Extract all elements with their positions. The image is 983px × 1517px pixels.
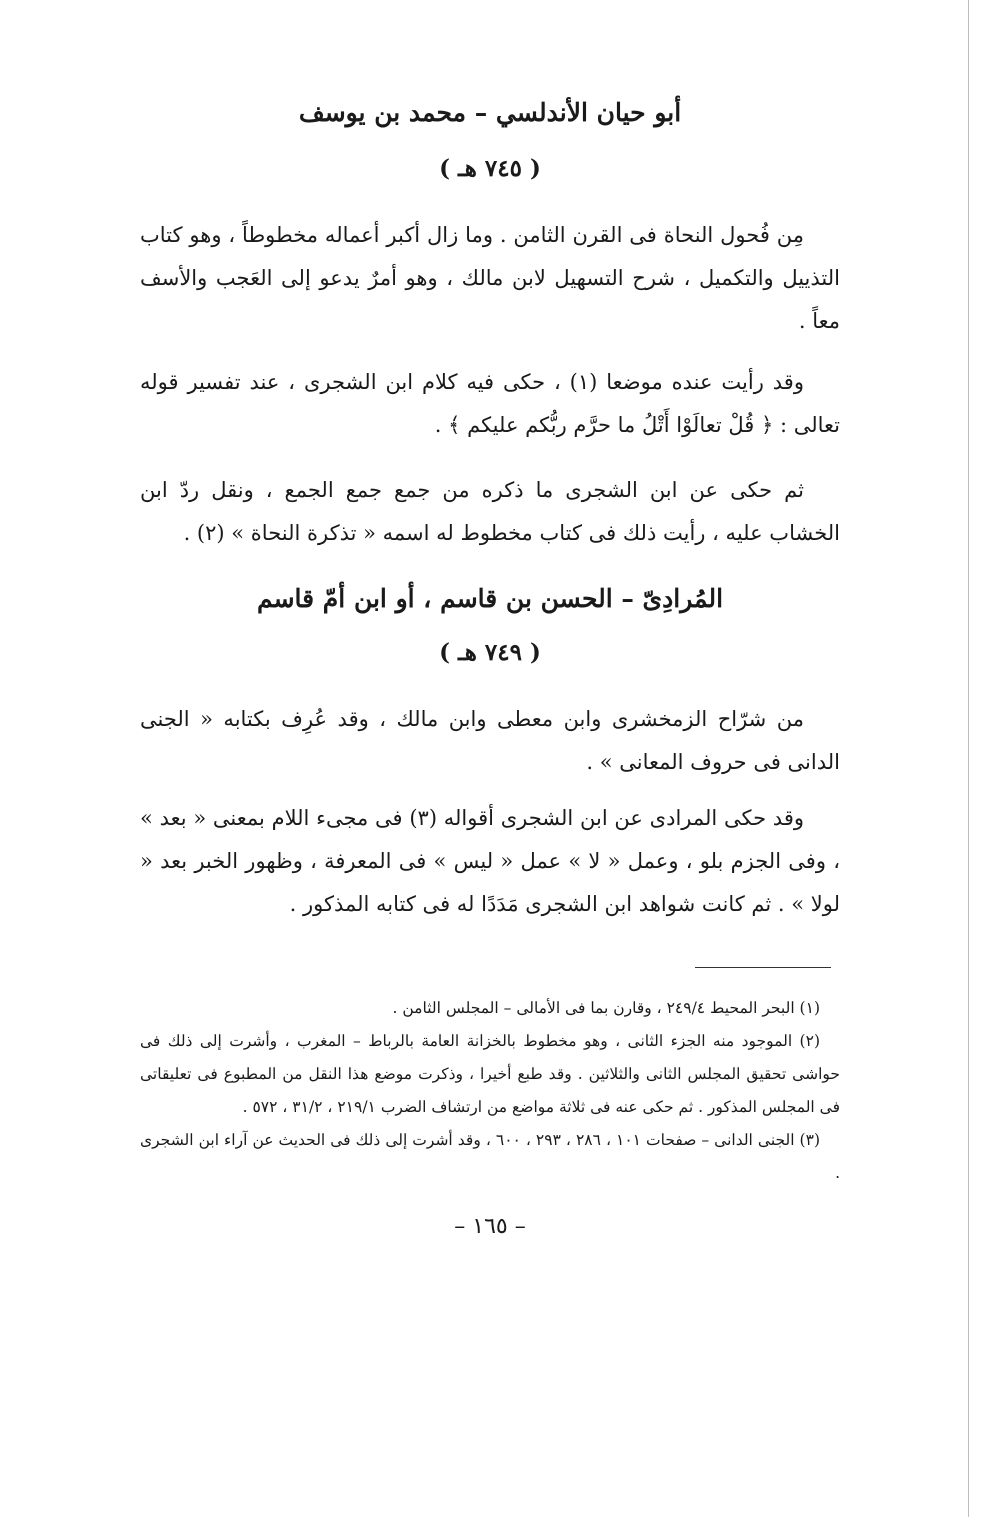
section1-title: أبو حيان الأندلسي – محمد بن يوسف — [298, 98, 682, 127]
footnote: (٢) الموجود منه الجزء الثانى ، وهو مخطوط بالخزانة العامة بالرباط – المغرب ، وأشرت إلى ذلك فى حواشى تحقيق المجلس الثانى والثلاثين . وقد طبع أخيرا ، وذكرت موضع هذا النقل من المطبوع فى تعليقاتى فى المجلس المذكور . ثم حكى عنه فى ثلاثة مواضع من ارتشاف الضرب ٢١٩/١ ، ٣١/٢ ، ٥٧٢ . — [140, 1032, 840, 1116]
paragraph: من شرّاح الزمخشرى وابن معطى وابن مالك ، وقد عُرِف بكتابه « الجنى الدانى فى حروف المعانى » . — [140, 707, 840, 774]
footnote-separator — [695, 967, 831, 968]
paragraph: وقد رأيت عنده موضعا (١) ، حكى فيه كلام ابن الشجرى ، عند تفسير قوله تعالى : ﴿ قُلْ تعالَوْا أَتْلُ ما حرَّم ربُّكم عليكم ﴾ . — [140, 370, 840, 437]
section2-body-2 — [140, 797, 840, 926]
section2-body — [140, 698, 840, 784]
paragraph: وقد حكى المرادى عن ابن الشجرى أقواله (٣) فى مجىء اللام بمعنى « بعد » ، وفى الجزم بلو ، وعمل « لا » عمل « ليس » فى المعرفة ، وظهور الخبر بعد « لولا » . ثم كانت شواهد ابن الشجرى مَدَدًا له فى كتابه المذكور . — [140, 806, 840, 916]
paragraph: ثم حكى عن ابن الشجرى ما ذكره من جمع جمع الجمع ، ونقل ردّ ابن الخشاب عليه ، رأيت ذلك فى كتاب مخطوط له اسمه « تذكرة النحاة » (٢) . — [140, 478, 840, 545]
footnote: (٣) الجنى الدانى – صفحات ١٠١ ، ٢٨٦ ، ٢٩٣ ، ٦٠٠ ، وقد أشرت إلى ذلك فى الحديث عن آراء ابن الشجرى . — [140, 1131, 840, 1182]
footnote: (١) البحر المحيط ٢٤٩/٤ ، وقارن بما فى الأمالى – المجلس الثامن . — [392, 999, 820, 1017]
section1-date: ( ٧٤٥ هـ ) — [439, 155, 541, 182]
page-number: – ١٦٥ – — [454, 1214, 526, 1239]
paragraph: مِن فُحول النحاة فى القرن الثامن . وما زال أكبر أعماله مخطوطاً ، وهو كتاب التذييل والتكميل ، شرح التسهيل لابن مالك ، وهو أمرٌ يدعو إلى العَجب والأسف معاً . — [140, 223, 840, 333]
section1-body-2 — [140, 361, 840, 447]
section2-title: المُرادِىّ – الحسن بن قاسم ، أو ابن أمّ قاسم — [256, 584, 724, 613]
section2-date: ( ٧٤٩ هـ ) — [439, 639, 541, 666]
scan-edge — [968, 0, 969, 1517]
footnotes — [140, 992, 840, 1190]
section1-body — [140, 214, 840, 343]
section1-body-3 — [140, 469, 840, 555]
